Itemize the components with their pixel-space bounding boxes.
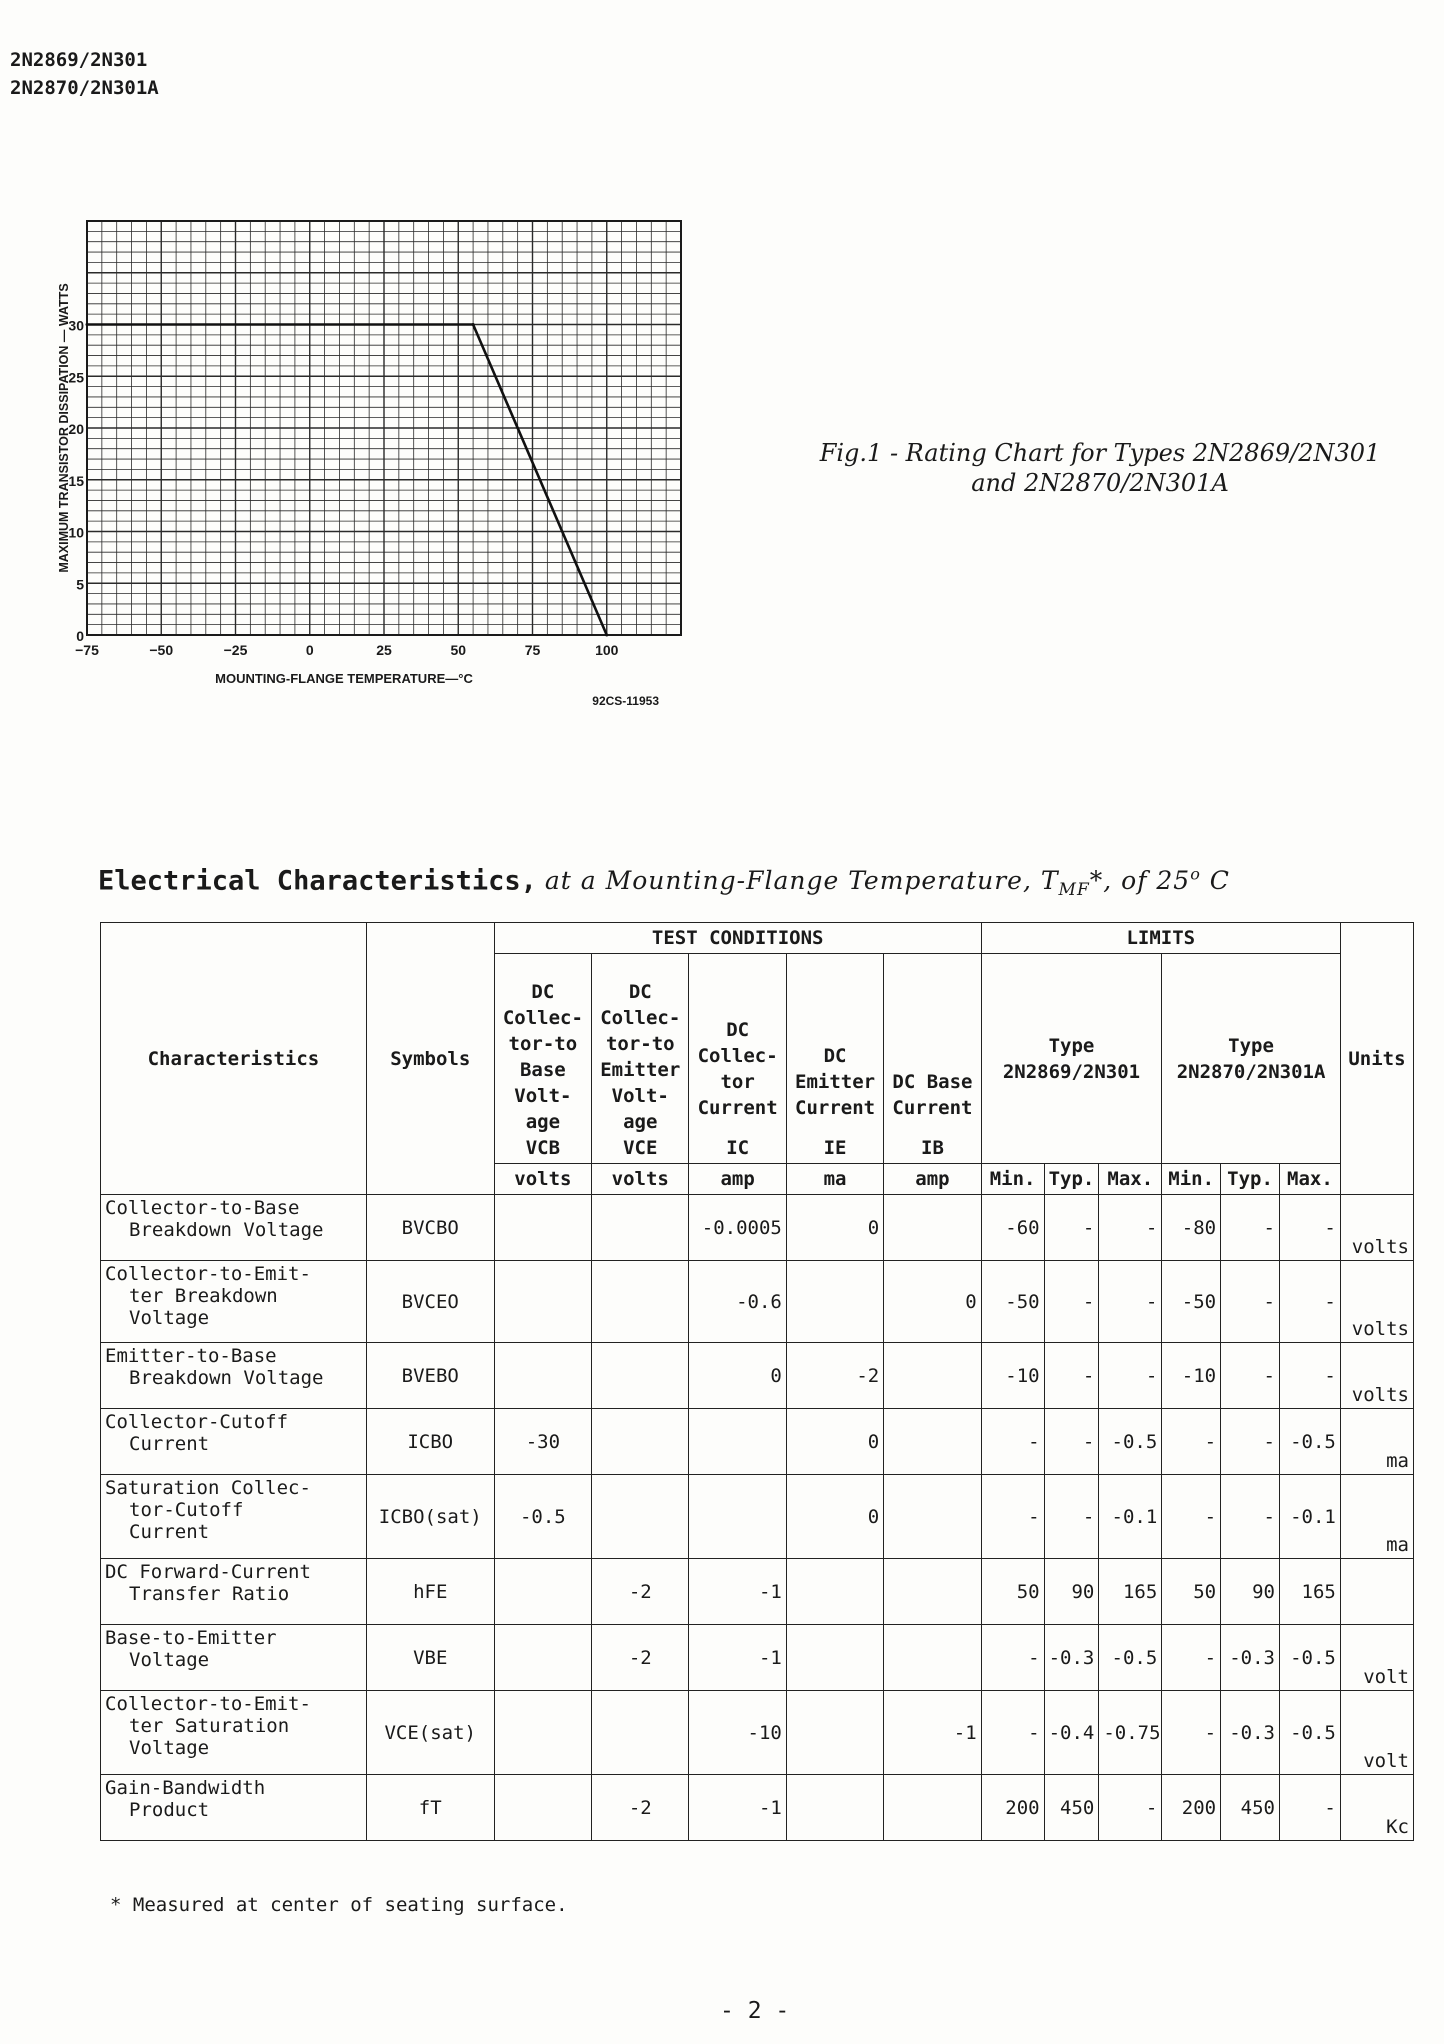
- header-min-1: Min.: [981, 1164, 1044, 1195]
- header-ie: [786, 954, 883, 1164]
- cell-ie: [786, 1559, 883, 1625]
- cell-min1: -: [981, 1475, 1044, 1559]
- header-ic-symbol: IC: [726, 1137, 750, 1159]
- cell-ic: 0: [689, 1343, 786, 1409]
- cell-max1: -: [1099, 1775, 1162, 1841]
- cell-typ2: -: [1221, 1343, 1280, 1409]
- cell-symbol: fT: [366, 1775, 494, 1841]
- cell-characteristic: [101, 1625, 367, 1691]
- characteristic-line: Collector-to-Emit-: [105, 1263, 311, 1285]
- cell-ib: [884, 1559, 981, 1625]
- cell-typ1: -: [1044, 1409, 1099, 1475]
- part-number-line-2: 2N2870/2N301A: [10, 77, 159, 99]
- cell-typ1: -: [1044, 1475, 1099, 1559]
- cell-characteristic: [101, 1775, 367, 1841]
- cell-min1: 200: [981, 1775, 1044, 1841]
- cell-unit: [1340, 1559, 1413, 1625]
- table-header-row-1: [101, 923, 1414, 954]
- header-characteristics: Characteristics: [101, 923, 367, 1195]
- cell-vce: [592, 1195, 689, 1261]
- cell-min2: -: [1162, 1409, 1221, 1475]
- section-title-main: Electrical Characteristics,: [98, 865, 537, 897]
- cell-max2: -: [1279, 1261, 1340, 1343]
- characteristic-line: Collector-Cutoff: [105, 1411, 289, 1433]
- header-test-conditions: TEST CONDITIONS: [494, 923, 981, 954]
- y-tick-label: 25: [68, 369, 84, 386]
- x-tick-label: 75: [524, 642, 541, 658]
- cell-unit: Kc: [1340, 1775, 1413, 1841]
- cell-characteristic: [101, 1195, 367, 1261]
- cell-max2: 165: [1279, 1559, 1340, 1625]
- table-row: [101, 1625, 1414, 1691]
- table-row: [101, 1559, 1414, 1625]
- cell-typ1: -: [1044, 1195, 1099, 1261]
- x-tick-label: −75: [75, 642, 99, 658]
- cell-ic: -1: [689, 1775, 786, 1841]
- cell-symbol: hFE: [366, 1559, 494, 1625]
- cell-typ2: -0.3: [1221, 1691, 1280, 1775]
- cell-unit: ma: [1340, 1409, 1413, 1475]
- cell-ie: -2: [786, 1343, 883, 1409]
- cell-min2: -: [1162, 1625, 1221, 1691]
- cell-ib: [884, 1343, 981, 1409]
- characteristic-line: Transfer Ratio: [129, 1583, 290, 1605]
- cell-vcb: -30: [494, 1409, 591, 1475]
- characteristic-line: ter Breakdown: [129, 1285, 278, 1307]
- cell-vce: [592, 1475, 689, 1559]
- cell-unit: ma: [1340, 1475, 1413, 1559]
- cell-typ1: -: [1044, 1343, 1099, 1409]
- cell-ie: 0: [786, 1195, 883, 1261]
- cell-max2: -0.5: [1279, 1409, 1340, 1475]
- cell-max2: -0.1: [1279, 1475, 1340, 1559]
- cell-symbol: BVCEO: [366, 1261, 494, 1343]
- header-max-2: Max.: [1279, 1164, 1340, 1195]
- characteristic-line: Product: [129, 1799, 210, 1821]
- header-ic-label: DC Collec- tor Current: [697, 1019, 778, 1119]
- part-number-header: [10, 46, 159, 102]
- cell-vce: -2: [592, 1625, 689, 1691]
- cell-min2: -: [1162, 1475, 1221, 1559]
- header-type-1: Type 2N2869/2N301: [981, 954, 1162, 1164]
- x-axis-label: MOUNTING-FLANGE TEMPERATURE—°C: [215, 671, 473, 686]
- cell-symbol: BVEBO: [366, 1343, 494, 1409]
- section-title-unit: C: [1200, 866, 1230, 896]
- cell-typ2: 450: [1221, 1775, 1280, 1841]
- characteristic-line: Voltage: [129, 1737, 210, 1759]
- header-min-2: Min.: [1162, 1164, 1221, 1195]
- figure-caption-line-1: Fig.1 - Rating Chart for Types 2N2869/2N301: [819, 439, 1381, 467]
- table-body: [101, 1195, 1414, 1841]
- footnote: * Measured at center of seating surface.: [110, 1894, 568, 1916]
- x-tick-label: 50: [450, 642, 467, 658]
- cell-min2: 200: [1162, 1775, 1221, 1841]
- cell-ie: [786, 1691, 883, 1775]
- characteristic-line: Base-to-Emitter: [105, 1627, 277, 1649]
- y-tick-label: 15: [68, 472, 84, 489]
- header-symbols: Symbols: [366, 923, 494, 1195]
- characteristic-line: Collector-to-Base: [105, 1197, 300, 1219]
- header-typ-2: Typ.: [1221, 1164, 1280, 1195]
- cell-vce: [592, 1409, 689, 1475]
- curve-point: [86, 323, 89, 326]
- table-row: [101, 1475, 1414, 1559]
- cell-typ1: 90: [1044, 1559, 1099, 1625]
- header-unit-ib: amp: [884, 1164, 981, 1195]
- cell-ib: 0: [884, 1261, 981, 1343]
- cell-min2: -50: [1162, 1261, 1221, 1343]
- cell-symbol: ICBO: [366, 1409, 494, 1475]
- cell-vce: -2: [592, 1775, 689, 1841]
- cell-vcb: [494, 1625, 591, 1691]
- y-axis-label: MAXIMUM TRANSISTOR DISSIPATION — WATTS: [57, 283, 71, 573]
- cell-typ1: -0.3: [1044, 1625, 1099, 1691]
- characteristic-line: Saturation Collec-: [105, 1477, 311, 1499]
- cell-max1: -: [1099, 1195, 1162, 1261]
- characteristic-line: Emitter-to-Base: [105, 1345, 277, 1367]
- characteristic-line: Current: [129, 1521, 210, 1543]
- cell-max2: -: [1279, 1195, 1340, 1261]
- characteristic-line: Gain-Bandwidth: [105, 1777, 266, 1799]
- table-row: [101, 1195, 1414, 1261]
- header-typ-1: Typ.: [1044, 1164, 1099, 1195]
- table-row: [101, 1691, 1414, 1775]
- cell-vce: -2: [592, 1559, 689, 1625]
- cell-ie: [786, 1261, 883, 1343]
- cell-ie: [786, 1625, 883, 1691]
- cell-typ1: -: [1044, 1261, 1099, 1343]
- cell-vcb: -0.5: [494, 1475, 591, 1559]
- cell-symbol: ICBO(sat): [366, 1475, 494, 1559]
- figure-caption: [790, 438, 1410, 498]
- characteristic-line: tor-Cutoff: [129, 1499, 244, 1521]
- cell-ib: [884, 1775, 981, 1841]
- table-row: [101, 1409, 1414, 1475]
- cell-max1: -: [1099, 1343, 1162, 1409]
- cell-ib: [884, 1475, 981, 1559]
- section-title-condition: [544, 865, 1230, 901]
- x-tick-label: −50: [149, 642, 174, 658]
- cell-typ1: 450: [1044, 1775, 1099, 1841]
- cell-ic: [689, 1409, 786, 1475]
- cell-min2: -10: [1162, 1343, 1221, 1409]
- x-tick-label: 25: [376, 642, 392, 658]
- characteristic-line: Current: [129, 1433, 210, 1455]
- electrical-characteristics-table: [100, 922, 1414, 1841]
- header-vcb-label: DC Collec- tor-to Base Volt- age: [502, 981, 583, 1133]
- y-tick-label: 30: [68, 317, 84, 334]
- y-tick-label: 5: [76, 576, 84, 593]
- table-row: [101, 1261, 1414, 1343]
- header-unit-ic: amp: [689, 1164, 786, 1195]
- characteristic-line: Voltage: [129, 1649, 210, 1671]
- header-ib: [884, 954, 981, 1164]
- cell-ie: 0: [786, 1409, 883, 1475]
- curve-point: [605, 634, 608, 637]
- cell-max2: -: [1279, 1343, 1340, 1409]
- y-tick-label: 10: [68, 524, 84, 541]
- characteristic-line: Collector-to-Emit-: [105, 1693, 311, 1715]
- cell-max1: -0.5: [1099, 1625, 1162, 1691]
- cell-vce: [592, 1343, 689, 1409]
- cell-characteristic: [101, 1691, 367, 1775]
- cell-symbol: BVCBO: [366, 1195, 494, 1261]
- cell-min1: -: [981, 1625, 1044, 1691]
- header-vce: [592, 954, 689, 1164]
- part-number-line-1: 2N2869/2N301: [10, 49, 148, 71]
- cell-min1: -: [981, 1691, 1044, 1775]
- cell-unit: volt: [1340, 1691, 1413, 1775]
- cell-vcb: [494, 1261, 591, 1343]
- cell-max1: 165: [1099, 1559, 1162, 1625]
- cell-vcb: [494, 1343, 591, 1409]
- header-ic: [689, 954, 786, 1164]
- header-unit-ie: ma: [786, 1164, 883, 1195]
- cell-typ2: -0.3: [1221, 1625, 1280, 1691]
- cell-characteristic: [101, 1559, 367, 1625]
- header-vce-symbol: VCE: [623, 1137, 658, 1159]
- header-vce-label: DC Collec- tor-to Emitter Volt- age: [600, 981, 681, 1133]
- header-max-1: Max.: [1099, 1164, 1162, 1195]
- y-tick-label: 20: [68, 421, 84, 437]
- cell-min1: -: [981, 1409, 1044, 1475]
- cell-typ2: -: [1221, 1195, 1280, 1261]
- cell-ie: 0: [786, 1475, 883, 1559]
- x-tick-label: −25: [223, 642, 248, 658]
- y-tick-label: 0: [76, 628, 84, 644]
- header-vcb: [494, 954, 591, 1164]
- curve-point: [472, 323, 475, 326]
- cell-min1: -60: [981, 1195, 1044, 1261]
- cell-max2: -: [1279, 1775, 1340, 1841]
- cell-min1: -50: [981, 1261, 1044, 1343]
- header-ib-label: DC Base Current: [892, 1071, 973, 1119]
- x-tick-label: 0: [305, 642, 314, 658]
- cell-vcb: [494, 1195, 591, 1261]
- cell-min1: -10: [981, 1343, 1044, 1409]
- cell-typ2: -: [1221, 1409, 1280, 1475]
- cell-min2: 50: [1162, 1559, 1221, 1625]
- header-unit-vcb: volts: [494, 1164, 591, 1195]
- cell-characteristic: [101, 1475, 367, 1559]
- characteristic-line: ter Saturation: [129, 1715, 290, 1737]
- header-unit-vce: volts: [592, 1164, 689, 1195]
- cell-typ2: -: [1221, 1261, 1280, 1343]
- cell-characteristic: [101, 1343, 367, 1409]
- cell-ic: -1: [689, 1559, 786, 1625]
- cell-unit: volts: [1340, 1195, 1413, 1261]
- cell-max1: -0.1: [1099, 1475, 1162, 1559]
- cell-unit: volts: [1340, 1343, 1413, 1409]
- cell-ib: [884, 1409, 981, 1475]
- header-type-2: Type 2N2870/2N301A: [1162, 954, 1341, 1164]
- cell-typ2: -: [1221, 1475, 1280, 1559]
- figure-code: 92CS-11953: [592, 694, 659, 708]
- cell-ib: [884, 1195, 981, 1261]
- section-title-subscript: MF: [1058, 880, 1090, 901]
- cell-min2: -: [1162, 1691, 1221, 1775]
- x-tick-label: 100: [595, 642, 619, 658]
- header-ie-label: DC Emitter Current: [795, 1045, 876, 1119]
- header-vcb-symbol: VCB: [525, 1137, 561, 1159]
- cell-ic: -0.6: [689, 1261, 786, 1343]
- cell-typ1: -0.4: [1044, 1691, 1099, 1775]
- cell-ib: [884, 1625, 981, 1691]
- cell-max2: -0.5: [1279, 1625, 1340, 1691]
- cell-characteristic: [101, 1409, 367, 1475]
- cell-max1: -0.75: [1099, 1691, 1162, 1775]
- cell-ic: -0.0005: [689, 1195, 786, 1261]
- cell-unit: volt: [1340, 1625, 1413, 1691]
- cell-ic: -1: [689, 1625, 786, 1691]
- section-title: [98, 865, 1230, 900]
- characteristic-line: Voltage: [129, 1307, 210, 1329]
- section-title-condition-text: at a Mounting-Flange Temperature, T: [544, 866, 1059, 896]
- cell-typ2: 90: [1221, 1559, 1280, 1625]
- cell-vce: [592, 1691, 689, 1775]
- cell-ic: -10: [689, 1691, 786, 1775]
- cell-ie: [786, 1775, 883, 1841]
- cell-vcb: [494, 1559, 591, 1625]
- cell-ib: -1: [884, 1691, 981, 1775]
- cell-min2: -80: [1162, 1195, 1221, 1261]
- header-units: Units: [1340, 923, 1413, 1195]
- header-limits: LIMITS: [981, 923, 1340, 954]
- cell-max1: -0.5: [1099, 1409, 1162, 1475]
- figure-caption-line-2: and 2N2870/2N301A: [971, 469, 1229, 497]
- cell-vcb: [494, 1691, 591, 1775]
- cell-max2: -0.5: [1279, 1691, 1340, 1775]
- cell-max1: -: [1099, 1261, 1162, 1343]
- section-title-degree: o: [1190, 865, 1201, 884]
- cell-characteristic: [101, 1261, 367, 1343]
- table-row: [101, 1343, 1414, 1409]
- section-title-tail: *, of 25: [1089, 866, 1191, 896]
- header-ib-symbol: IB: [921, 1137, 944, 1159]
- characteristic-line: Breakdown Voltage: [129, 1367, 324, 1389]
- table-row: [101, 1775, 1414, 1841]
- cell-symbol: VBE: [366, 1625, 494, 1691]
- page-number: - 2 -: [720, 1998, 790, 2024]
- header-ie-symbol: IE: [823, 1137, 847, 1159]
- cell-unit: volts: [1340, 1261, 1413, 1343]
- cell-ic: [689, 1475, 786, 1559]
- characteristic-line: Breakdown Voltage: [129, 1219, 324, 1241]
- cell-vce: [592, 1261, 689, 1343]
- rating-chart: [55, 215, 715, 715]
- cell-symbol: VCE(sat): [366, 1691, 494, 1775]
- cell-vcb: [494, 1775, 591, 1841]
- cell-min1: 50: [981, 1559, 1044, 1625]
- characteristic-line: DC Forward-Current: [105, 1561, 311, 1583]
